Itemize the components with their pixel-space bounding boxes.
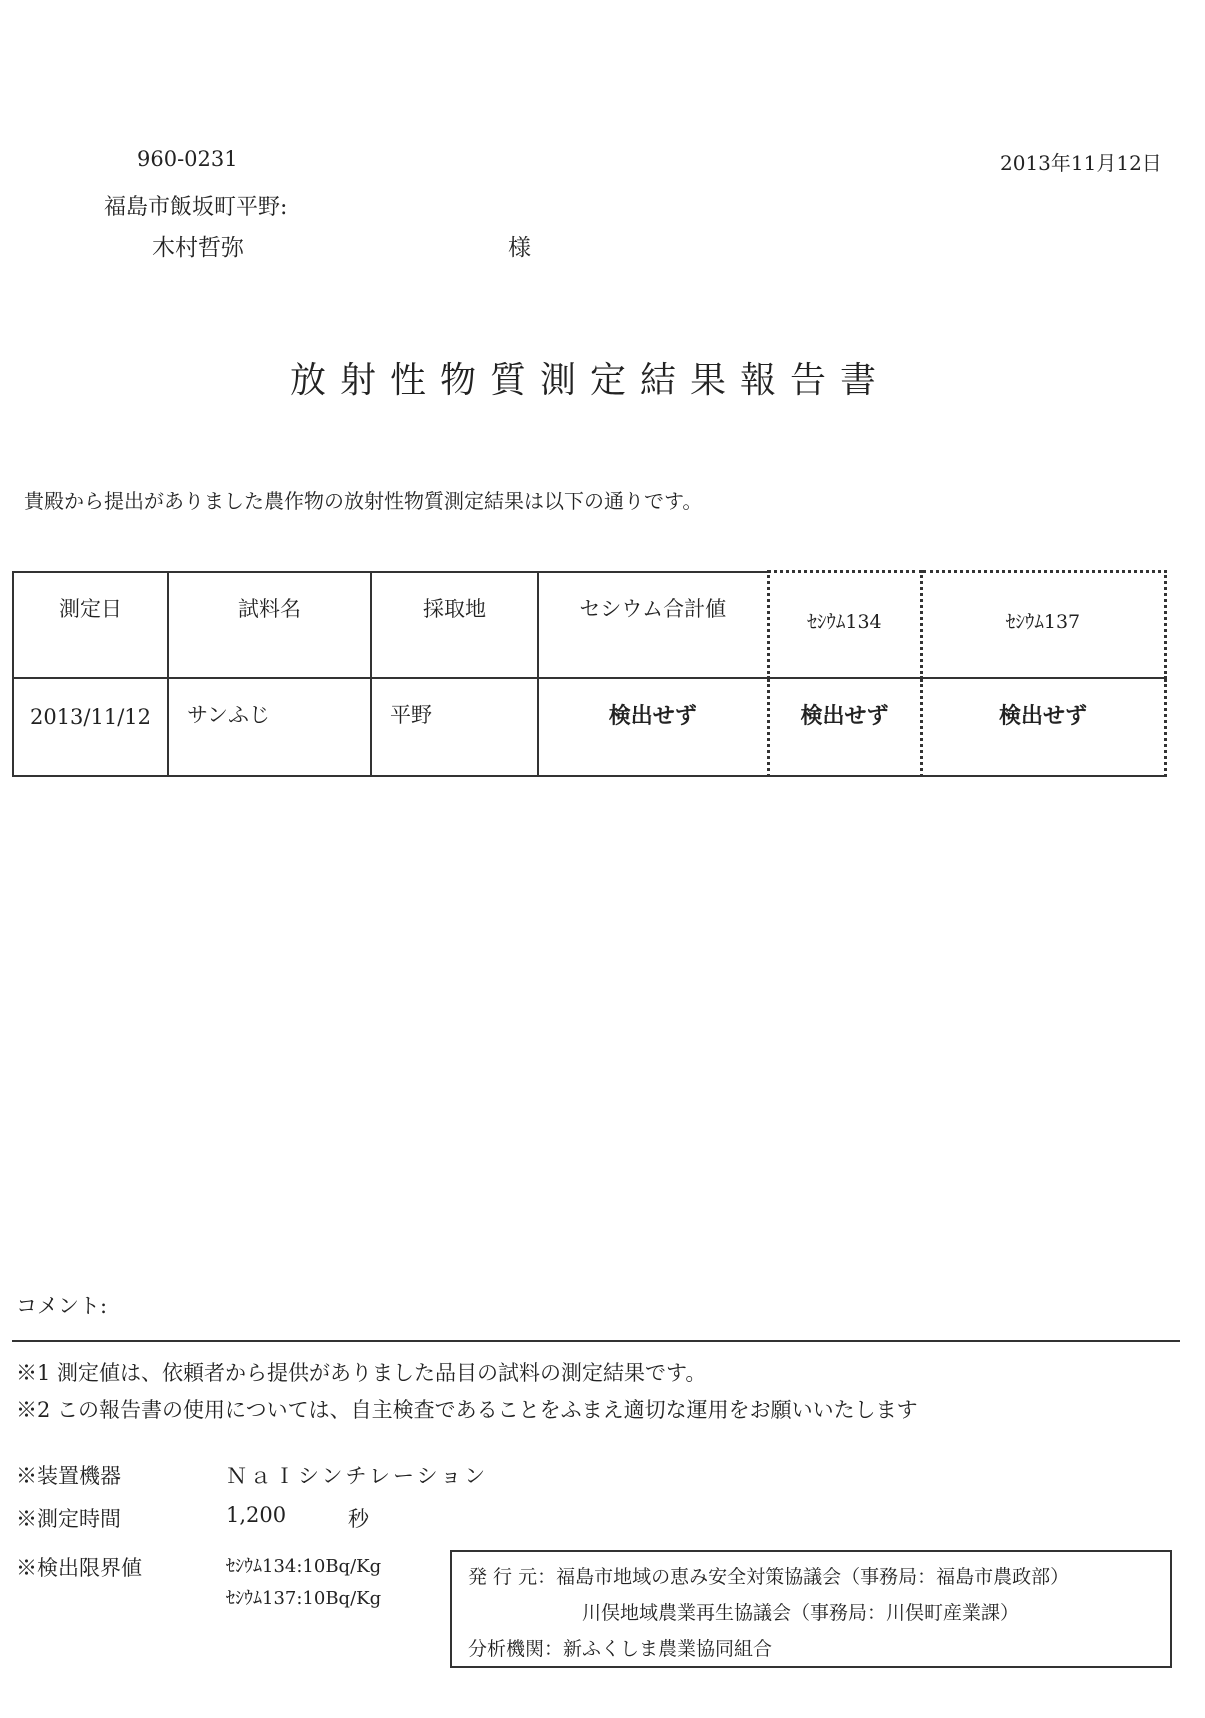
- cell-date: 2013/11/12: [13, 678, 168, 776]
- time-value: 1,200: [226, 1503, 287, 1527]
- header-sample: 試料名: [168, 572, 371, 679]
- limit-cs137: ｾｼｳﾑ137:10Bq/Kg: [226, 1588, 382, 1609]
- time-label: ※測定時間: [16, 1507, 121, 1531]
- device-label: ※装置機器: [16, 1464, 121, 1488]
- cell-cs134: 検出せず: [768, 678, 921, 776]
- intro-text: 貴殿から提出がありました農作物の放射性物質測定結果は以下の通りです。: [24, 489, 703, 513]
- table-row: [13, 678, 1165, 776]
- time-unit: 秒: [348, 1507, 369, 1531]
- comment-label: コメント:: [16, 1294, 108, 1318]
- cell-cesium-total: 検出せず: [538, 678, 768, 776]
- honorific: 様: [508, 235, 531, 261]
- table-header-row: [13, 572, 1165, 679]
- results-table: [12, 570, 1167, 777]
- issuer-line-1: 発 行 元：福島市地域の恵み安全対策協議会（事務局：福島市農政部）: [468, 1566, 1070, 1588]
- divider: [12, 1340, 1180, 1342]
- issue-date: 2013年11月12日: [1000, 151, 1162, 175]
- issuer-box: [450, 1550, 1172, 1668]
- recipient-name: 木村哲弥: [152, 235, 244, 261]
- header-location: 採取地: [371, 572, 538, 679]
- header-cs137: ｾｼｳﾑ137: [921, 572, 1165, 679]
- limit-cs134: ｾｼｳﾑ134:10Bq/Kg: [226, 1556, 382, 1577]
- limit-label: ※検出限界値: [16, 1556, 142, 1580]
- document-title: 放射性物質測定結果報告書: [289, 360, 890, 401]
- header-date: 測定日: [13, 572, 168, 679]
- header-cs134: ｾｼｳﾑ134: [768, 572, 921, 679]
- header-cesium-total: セシウム合計値: [538, 572, 768, 679]
- postal-code: 960-0231: [137, 147, 238, 171]
- cell-sample: サンふじ: [168, 678, 371, 776]
- issuer-line-2: 川俣地域農業再生協議会（事務局：川俣町産業課）: [582, 1602, 1020, 1624]
- cell-location: 平野: [371, 678, 538, 776]
- cell-cs137: 検出せず: [921, 678, 1165, 776]
- recipient-address: 福島市飯坂町平野:: [104, 195, 288, 220]
- note-1: ※1 測定値は、依頼者から提供がありました品目の試料の測定結果です。: [16, 1361, 707, 1385]
- device-value: ＮａＩシンチレーション: [226, 1464, 489, 1488]
- note-2: ※2 この報告書の使用については、自主検査であることをふまえ適切な運用をお願いいたします: [16, 1398, 918, 1422]
- issuer-line-3: 分析機関：新ふくしま農業協同組合: [468, 1638, 773, 1660]
